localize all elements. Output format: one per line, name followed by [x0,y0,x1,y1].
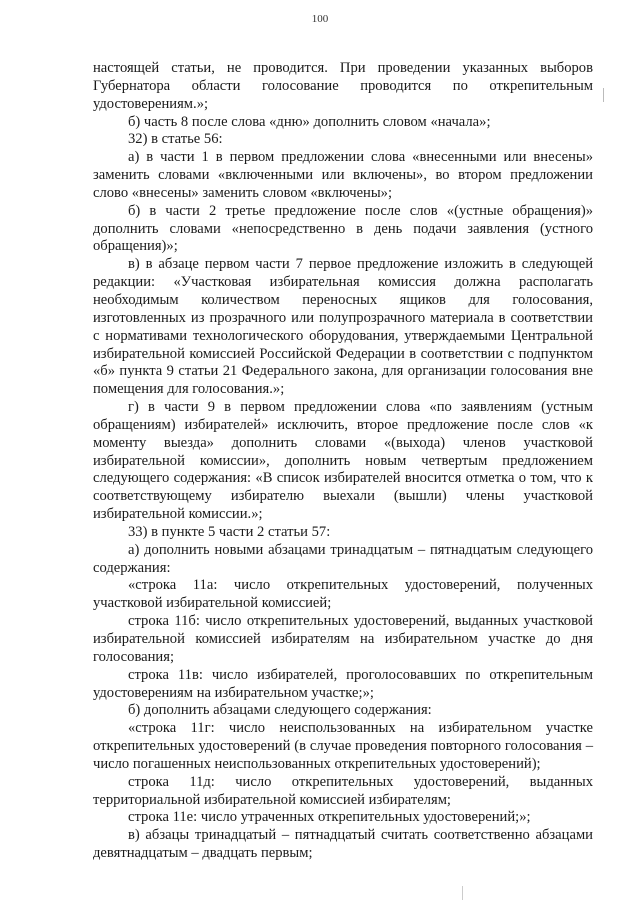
paragraph: в) в абзаце первом части 7 первое предложение изложить в следующей редакции: «Участковая избирательная комиссия должна располагать необходимым количеством переносных ящиков для голосования, изготовленных из прозрачного или полупрозрачного материала в соответствии с нормативами технологического оборудования, утверждаемыми Центральной избирательной комиссией Российской Федерации в соответствии с подпунктом «б» пункта 9 статьи 21 Федерального закона, для организации голосования вне помещения для голосования.»; [93,256,593,398]
scan-artifact [462,886,463,900]
paragraph: г) в части 9 в первом предложении слова «по заявлениям (устным обращениям) избирателей» исключить, второе предложение после слов «к моменту выезда» дополнить словами «(выхода) членов участковой избирательной комиссии», дополнить новым четвертым предложением следующего содержания: «В список избирателей вносится отметка о том, что к соответствующему избирателю выехали (вышли) члены участковой избирательной комиссии.»; [93,399,593,523]
paragraph: б) дополнить абзацами следующего содержания: [128,702,432,719]
paragraph: «строка 11г: число неиспользованных на избирательном участке открепительных удостоверений (в случае проведения повторного голосования – число погашенных неиспользованных открепительных удостоверений); [93,720,593,772]
paragraph: строка 11е: число утраченных открепительных удостоверений;»; [128,809,531,826]
paragraph: строка 11д: число открепительных удостоверений, выданных территориальной избирательной комиссией избирателям; [93,773,593,808]
paragraph: б) часть 8 после слова «дню» дополнить словом «начала»; [128,113,491,130]
paragraph: а) в части 1 в первом предложении слова «внесенными или внесены» заменить словами «включенными или включены», во втором предложении слово «внесены» заменить словом «включены»; [93,149,593,201]
scan-margin-mark [603,88,604,102]
paragraph: строка 11б: число открепительных удостоверений, выданных участковой избирательной комиссией избирателям на избирательном участке до дня голосования; [93,613,593,665]
paragraph: «строка 11а: число открепительных удостоверений, полученных участковой избирательной комиссией; [93,577,593,612]
paragraph: 33) в пункте 5 части 2 статьи 57: [128,523,331,540]
paragraph: б) в части 2 третье предложение после слов «(устные обращения)» дополнить словами «непосредственно в день подачи заявления (устного обращения)»; [93,202,593,255]
paragraph: строка 11в: число избирателей, проголосовавших по открепительным удостоверениям на избирательном участке;»; [93,666,593,701]
page-number: 100 [311,13,329,25]
paragraph: а) дополнить новыми абзацами тринадцатым – пятнадцатым следующего содержания: [93,541,593,576]
paragraph: настоящей статьи, не проводится. При проведении указанных выборов Губернатора области голосование проводится по открепительным удостоверениям.»; [93,60,593,112]
document-body [93,60,593,863]
paragraph: 32) в статье 56: [128,131,223,148]
paragraph: в) абзацы тринадцатый – пятнадцатый считать соответственно абзацами девятнадцатым – двадцать первым; [93,827,593,862]
